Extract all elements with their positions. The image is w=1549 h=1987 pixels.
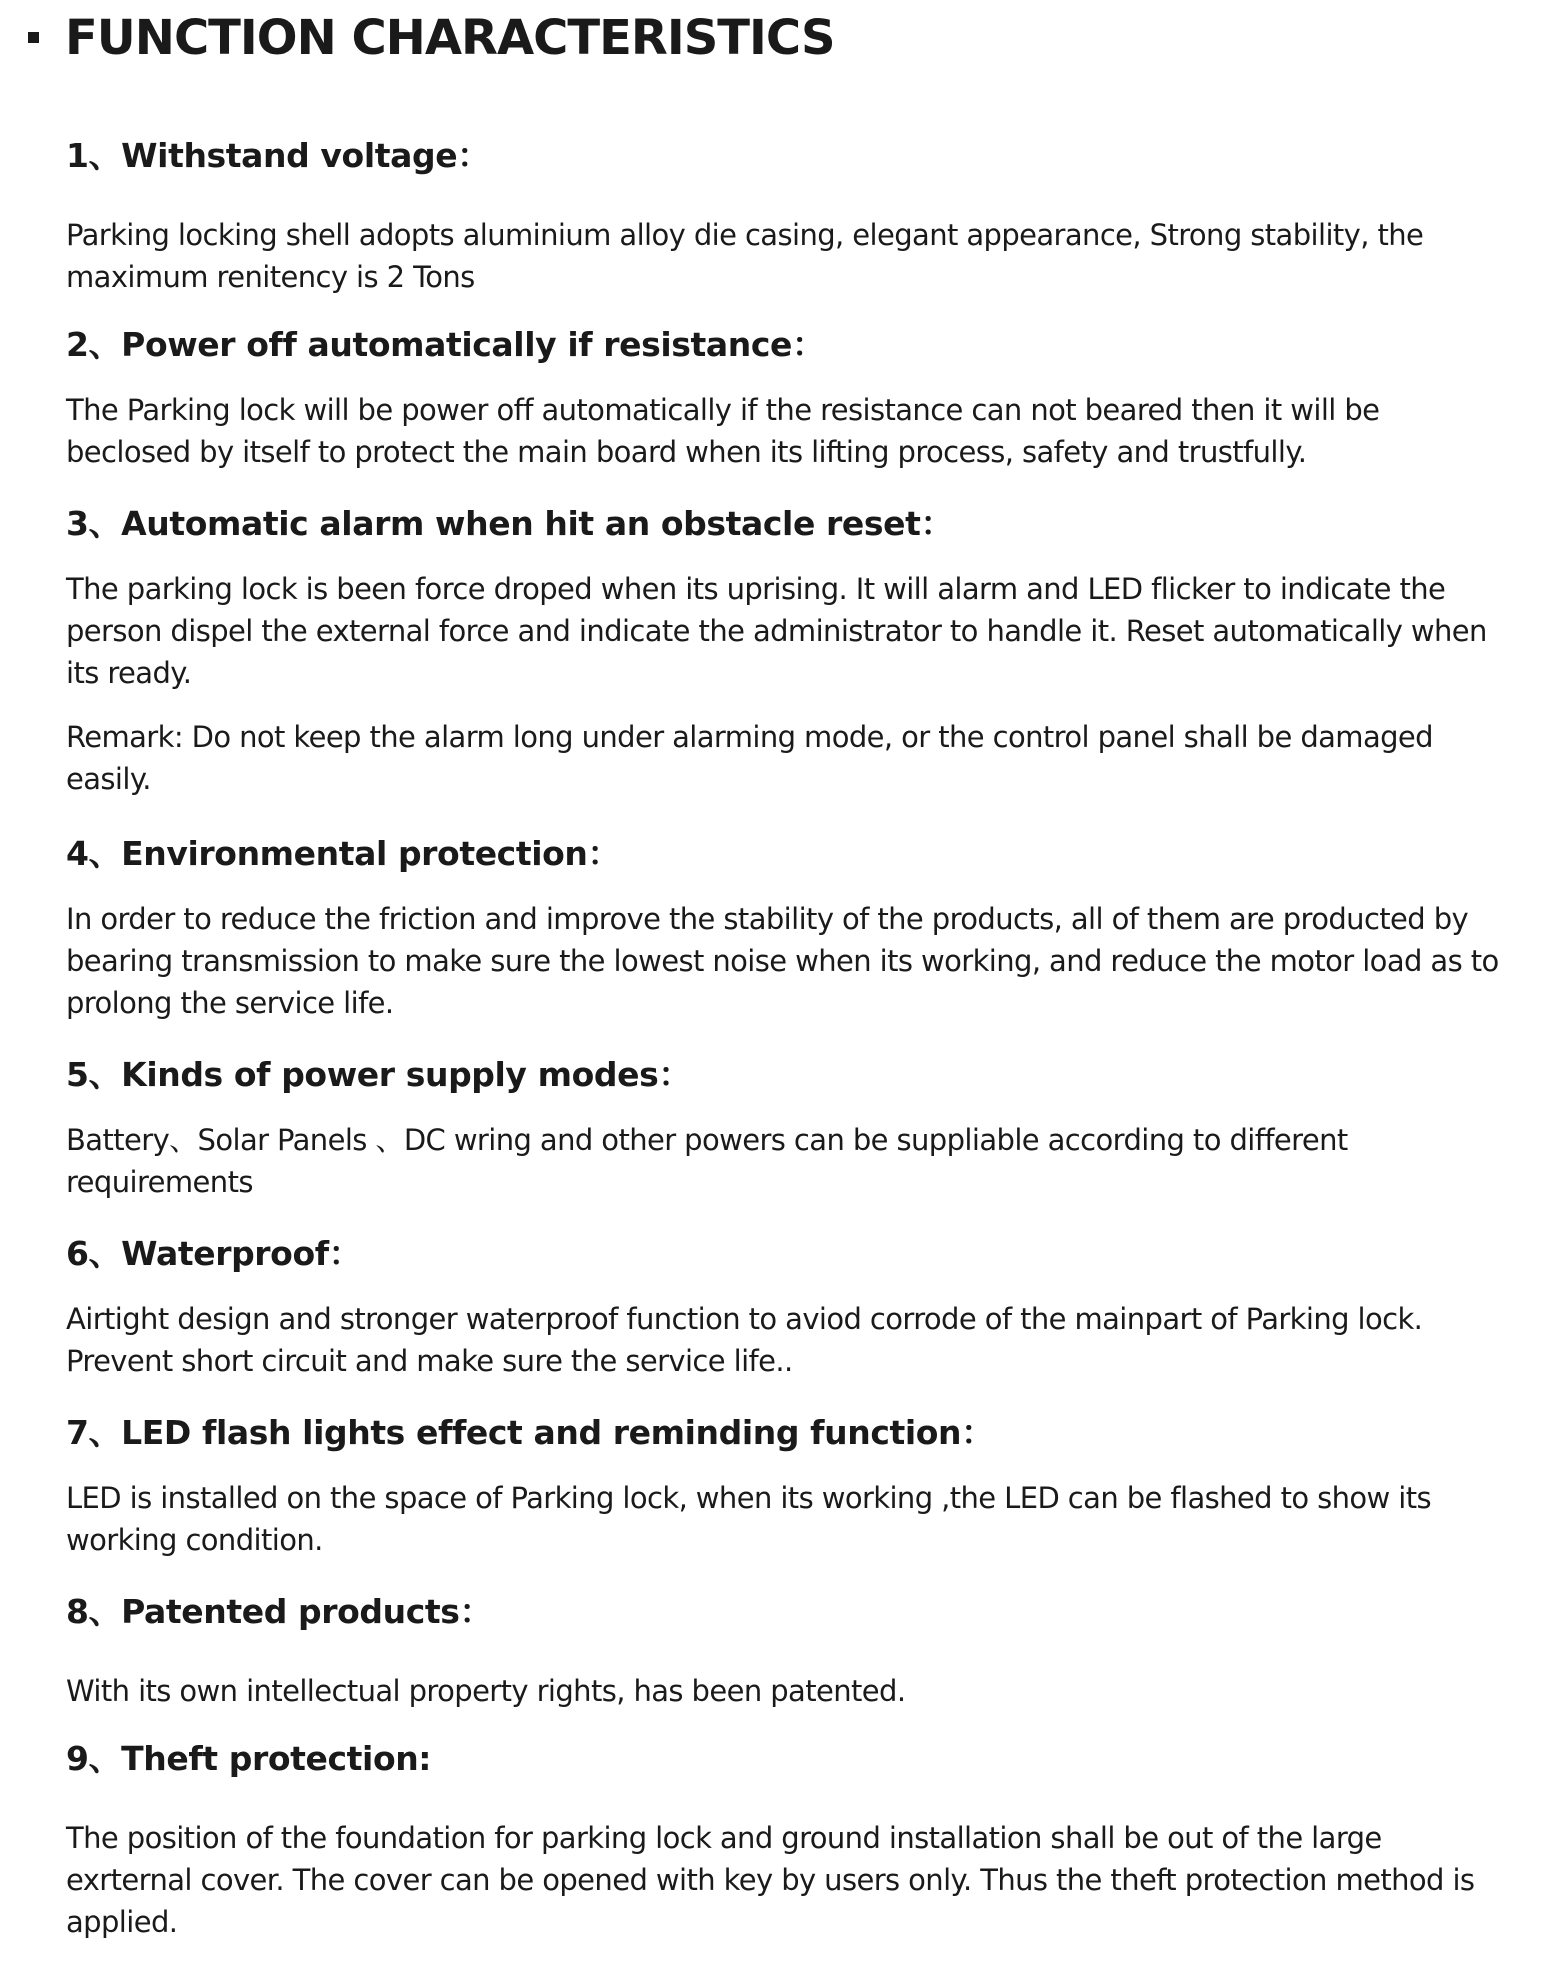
page-title-text: FUNCTION CHARACTERISTICS bbox=[65, 10, 835, 66]
section-waterproof bbox=[66, 1234, 1506, 1382]
section-environmental-protection bbox=[66, 834, 1506, 1024]
section-heading: 5、Kinds of power supply modes： bbox=[66, 1055, 691, 1094]
section-heading: 8、Patented products： bbox=[66, 1592, 493, 1631]
square-bullet-icon bbox=[28, 32, 39, 43]
section-paragraph: The parking lock is been force droped when its uprising. It will alarm and LED flicker to indicate the person dispel the external force and indicate the administrator to handle it. Reset automatically when its ready. bbox=[66, 572, 1487, 690]
section-paragraph: Airtight design and stronger waterproof function to aviod corrode of the mainpart of Parking lock. Prevent short circuit and make sure the service life.. bbox=[66, 1302, 1423, 1378]
section-led-flash-lights bbox=[66, 1413, 1506, 1561]
section-heading: 6、Waterproof： bbox=[66, 1234, 362, 1273]
section-paragraph: Parking locking shell adopts aluminium alloy die casing, elegant appearance, Strong stability, the maximum renitency is 2 Tons bbox=[66, 218, 1424, 294]
section-heading: 7、LED flash lights effect and reminding function： bbox=[66, 1413, 994, 1452]
section-withstand-voltage bbox=[66, 136, 1506, 298]
section-power-off bbox=[66, 325, 1506, 473]
section-power-supply-modes bbox=[66, 1055, 1506, 1203]
section-paragraph: LED is installed on the space of Parking lock, when its working ,the LED can be flashed to show its working condition. bbox=[66, 1481, 1432, 1557]
section-heading: 4、Environmental protection： bbox=[66, 834, 621, 873]
page-title bbox=[28, 8, 835, 68]
section-heading: 9、Theft protection: bbox=[66, 1739, 432, 1778]
section-theft-protection bbox=[66, 1739, 1506, 1943]
section-heading: 2、Power off automatically if resistance： bbox=[66, 325, 825, 364]
section-paragraph: The Parking lock will be power off automatically if the resistance can not beared then it will be beclosed by itself to protect the main board when its lifting process, safety and trustfully. bbox=[66, 393, 1380, 469]
section-patented-products bbox=[66, 1592, 1506, 1712]
section-heading: 1、Withstand voltage： bbox=[66, 136, 490, 175]
section-heading: 3、Automatic alarm when hit an obstacle reset： bbox=[66, 504, 954, 543]
section-paragraph: With its own intellectual property rights, has been patented. bbox=[66, 1674, 906, 1708]
section-paragraph: The position of the foundation for parking lock and ground installation shall be out of the large exrternal cover. The cover can be opened with key by users only. Thus the theft protection method is applied. bbox=[66, 1821, 1475, 1939]
section-paragraph: In order to reduce the friction and improve the stability of the products, all of them are producted by bearing transmission to make sure the lowest noise when its working, and reduce the motor load as to prolong the service life. bbox=[66, 902, 1499, 1020]
section-remark: Remark: Do not keep the alarm long under alarming mode, or the control panel shall be damaged easily. bbox=[66, 720, 1433, 796]
section-paragraph: Battery、Solar Panels 、DC wring and other powers can be suppliable according to different requirements bbox=[66, 1123, 1348, 1199]
section-automatic-alarm bbox=[66, 504, 1506, 800]
